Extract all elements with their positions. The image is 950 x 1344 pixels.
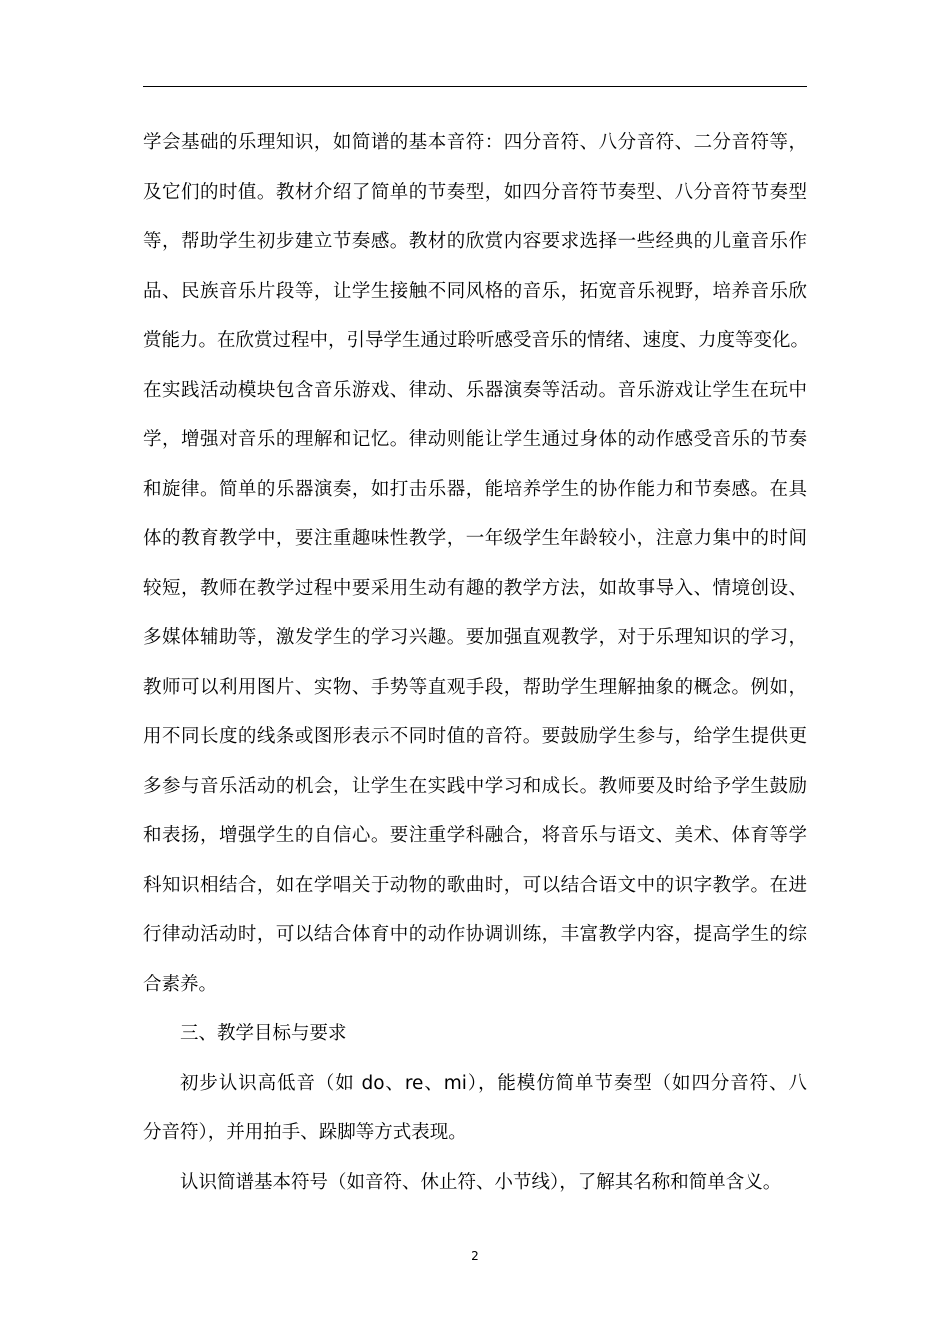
goal-line: 初步认识高低音（如 do、re、mi），能模仿简单节奏型（如四分音符、八: [180, 1072, 807, 1094]
body-line: 和旋律。简单的乐器演奏，如打击乐器，能培养学生的协作能力和节奏感。在具: [143, 478, 807, 500]
body-line: 多媒体辅助等，激发学生的学习兴趣。要加强直观教学，对于乐理知识的学习，: [143, 627, 807, 648]
page-content: [143, 118, 810, 1207]
page-number: 2: [471, 1249, 479, 1263]
body-line: 赏能力。在欣赏过程中，引导学生通过聆听感受音乐的情绪、速度、力度等变化。: [143, 330, 810, 351]
body-line: 学，增强对音乐的理解和记忆。律动则能让学生通过身体的动作感受音乐的节奏: [143, 429, 807, 450]
body-line: 品、民族音乐片段等，让学生接触不同风格的音乐，拓宽音乐视野，培养音乐欣: [143, 280, 807, 302]
body-line: 合素养。: [143, 973, 218, 995]
body-line: 学会基础的乐理知识，如简谱的基本音符：四分音符、八分音符、二分音符等，: [143, 132, 807, 153]
section-heading: [143, 1009, 807, 1059]
body-line: 行律动活动时，可以结合体育中的动作协调训练，丰富教学内容，提高学生的综: [143, 924, 807, 945]
goal-line: 认识简谱基本符号（如音符、休止符、小节线），了解其名称和简单含义。: [180, 1171, 782, 1193]
goal-line: 分音符），并用拍手、跺脚等方式表现。: [143, 1122, 467, 1143]
body-line: 较短，教师在教学过程中要采用生动有趣的教学方法，如故事导入、情境创设、: [143, 577, 807, 599]
body-paragraph: [143, 118, 810, 1009]
goal-paragraph-1: [143, 1059, 807, 1158]
goal-paragraph-2: [143, 1158, 807, 1208]
body-line: 体的教育教学中，要注重趣味性教学，一年级学生年龄较小，注意力集中的时间: [143, 528, 807, 549]
body-line: 多参与音乐活动的机会，让学生在实践中学习和成长。教师要及时给予学生鼓励: [143, 775, 807, 797]
body-line: 等，帮助学生初步建立节奏感。教材的欣赏内容要求选择一些经典的儿童音乐作: [143, 231, 807, 252]
section-heading-text: 三、教学目标与要求: [180, 1023, 347, 1044]
body-line: 用不同长度的线条或图形表示不同时值的音符。要鼓励学生参与，给学生提供更: [143, 726, 807, 747]
body-line: 科知识相结合，如在学唱关于动物的歌曲时，可以结合语文中的识字教学。在进: [143, 874, 807, 896]
body-line: 教师可以利用图片、实物、手势等直观手段，帮助学生理解抽象的概念。例如，: [143, 676, 807, 698]
body-line: 和表扬，增强学生的自信心。要注重学科融合，将音乐与语文、美术、体育等学: [143, 825, 807, 846]
header-rule: [143, 86, 807, 87]
body-line: 及它们的时值。教材介绍了简单的节奏型，如四分音符节奏型、八分音符节奏型: [143, 181, 807, 203]
body-line: 在实践活动模块包含音乐游戏、律动、乐器演奏等活动。音乐游戏让学生在玩中: [143, 379, 807, 401]
